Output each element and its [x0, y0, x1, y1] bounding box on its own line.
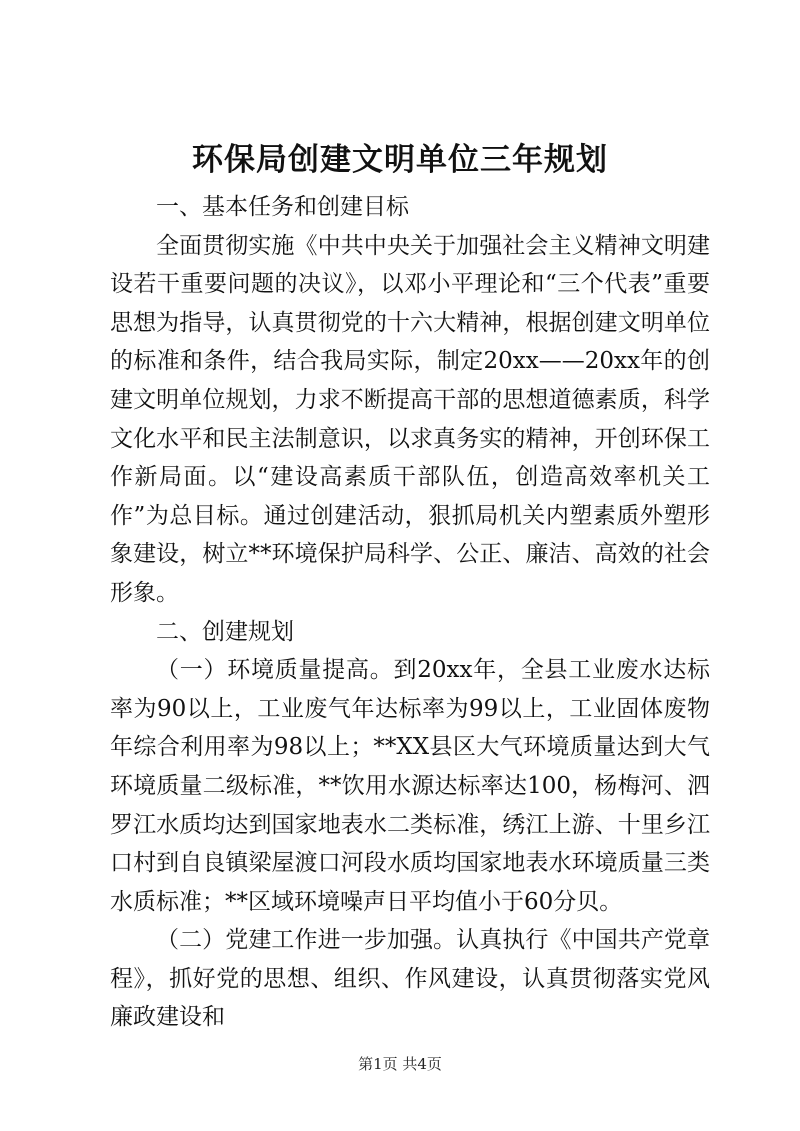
section-heading-2: 二、创建规划 [156, 618, 294, 645]
document-title: 环保局创建文明单位三年规划 [192, 142, 608, 178]
paragraph-goals: 全面贯彻实施《中共中央关于加强社会主义精神文明建设若干重要问题的决议》，以邓小平理论和“三个代表”重要思想为指导，认真贯彻党的十六大精神，根据创建文明单位的标准和条件，结合我局实际，制定20xx——20xx年的创建文明单位规划，力求不断提高干部的思想道德素质，科学文化水平和民主法制意识，以求真务实的精神，开创环保工作新局面。以“建设高素质干部队伍，创造高效率机关工作”为总目标。通过创建活动，狠抓局机关内塑素质外塑形象建设，树立**环境保护局科学、公正、廉洁、高效的社会形象。 [110, 232, 710, 606]
page-number-footer: 第1页 共4页 [358, 1055, 442, 1073]
document-body [110, 188, 710, 1037]
section-heading-1: 一、基本任务和创建目标 [156, 194, 409, 220]
paragraph-party-building: （二）党建工作进一步加强。认真执行《中国共产党章程》，抓好党的思想、组织、作风建设，认真贯彻落实党风廉政建设和 [110, 927, 710, 1031]
paragraph-environment-quality: （一）环境质量提高。到20xx年，全县工业废水达标率为90以上，工业废气年达标率为99以上，工业固体废物年综合利用率为98以上；**XX县区大气环境质量达到大气环境质量二级标准，**饮用水源达标率达100，杨梅河、泗罗江水质均达到国家地表水二类标准，绣江上游、十里乡江口村到自良镇梁屋渡口河段水质均国家地表水环境质量三类水质标准；**区域环境噪声日平均值小于60分贝。 [110, 657, 710, 915]
